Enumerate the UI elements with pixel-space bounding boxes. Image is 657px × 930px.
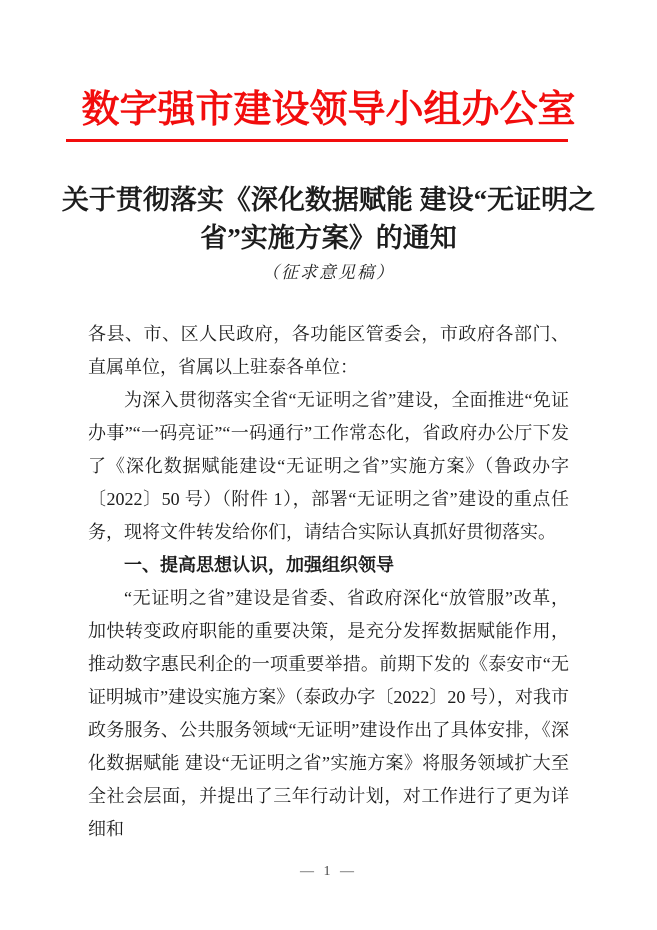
document-subtitle: （征求意见稿） (262, 263, 395, 282)
section-heading: 一、提高思想认识，加强组织领导 (124, 555, 394, 575)
letterhead-divider (66, 139, 568, 142)
document-title: 关于贯彻落实《深化数据赋能 建设“无证明之省”实施方案》的通知 (61, 185, 596, 253)
page-number: — 1 — (300, 864, 357, 879)
body-paragraph: 各县、市、区人民政府，各功能区管委会，市政府各部门、直属单位，省属以上驻泰各单位： (88, 324, 569, 377)
body-paragraph: “无证明之省”建设是省委、省政府深化“放管服”改革，加快转变政府职能的重要决策，是充分发挥数据赋能作用，推动数字惠民利企的一项重要举措。前期下发的《泰安市“无证明城市”建设实施方案》（泰政办字〔2022〕20 号），对我市政务服务、公共服务领域“无证明”建设作出了具体安排，《深化数据赋能 建设“无证明之省”实施方案》将服务领域扩大至全社会层面，并提出了三年行动计划，对工作进行了更为详细和 (88, 588, 569, 839)
body-paragraph: 为深入贯彻落实全省“无证明之省”建设，全面推进“免证办事”“一码亮证”“一码通行”工作常态化，省政府办公厅下发了《深化数据赋能建设“无证明之省”实施方案》（鲁政办字〔2022〕50 号）（附件 1），部署“无证明之省”建设的重点任务，现将文件转发给你们，请结合实际认真抓好贯彻落实。 (88, 390, 569, 542)
letterhead-title: 数字强市建设领导小组办公室 (81, 89, 576, 131)
document-body (88, 318, 569, 846)
